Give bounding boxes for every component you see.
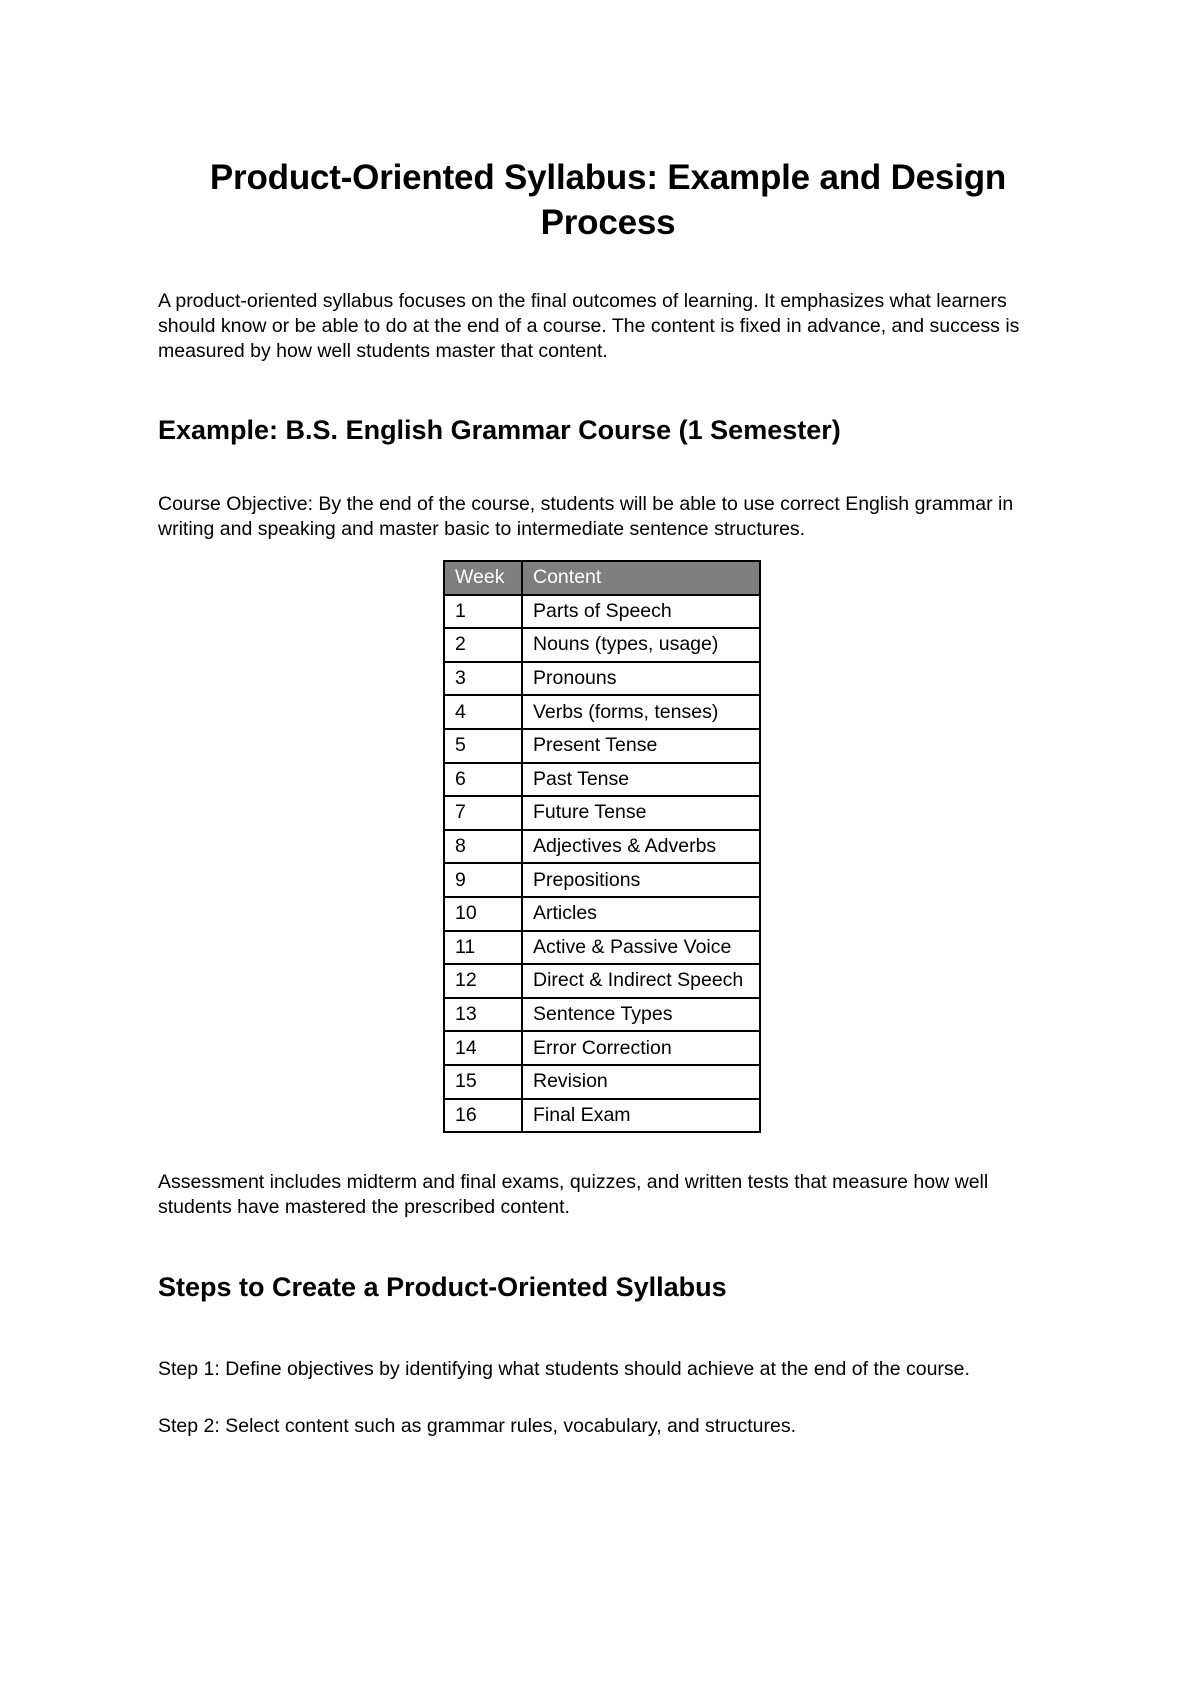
content-cell: Final Exam	[522, 1099, 760, 1133]
week-cell: 16	[444, 1099, 522, 1133]
table-header-row	[444, 561, 760, 595]
table-row	[444, 897, 760, 931]
header-content: Content	[522, 561, 760, 595]
week-cell: 15	[444, 1065, 522, 1099]
step-2: Step 2: Select content such as grammar rules, vocabulary, and structures.	[158, 1415, 797, 1438]
document-title: Product-Oriented Syllabus: Example and Design Process	[209, 158, 1007, 242]
table-row	[444, 729, 760, 763]
example-heading: Example: B.S. English Grammar Course (1 Semester)	[158, 415, 841, 445]
content-cell: Present Tense	[522, 729, 760, 763]
week-cell: 11	[444, 931, 522, 965]
week-cell: 2	[444, 628, 522, 662]
content-cell: Revision	[522, 1065, 760, 1099]
table-row	[444, 863, 760, 897]
content-cell: Verbs (forms, tenses)	[522, 695, 760, 729]
table-row	[444, 796, 760, 830]
table-row	[444, 662, 760, 696]
week-cell: 8	[444, 830, 522, 864]
header-week: Week	[444, 561, 522, 595]
steps-heading: Steps to Create a Product-Oriented Syllabus	[158, 1272, 727, 1303]
content-cell: Pronouns	[522, 662, 760, 696]
table-row	[444, 763, 760, 797]
week-cell: 14	[444, 1031, 522, 1065]
table-row	[444, 695, 760, 729]
week-cell: 6	[444, 763, 522, 797]
week-cell: 3	[444, 662, 522, 696]
week-cell: 9	[444, 863, 522, 897]
content-cell: Articles	[522, 897, 760, 931]
content-cell: Sentence Types	[522, 998, 760, 1032]
content-cell: Parts of Speech	[522, 595, 760, 629]
content-cell: Adjectives & Adverbs	[522, 830, 760, 864]
assessment-paragraph: Assessment includes midterm and final exams, quizzes, and written tests that measure how well students have mastered the prescribed content.	[158, 1171, 989, 1219]
content-cell: Active & Passive Voice	[522, 931, 760, 965]
syllabus-table	[443, 560, 761, 1133]
week-cell: 1	[444, 595, 522, 629]
content-cell: Past Tense	[522, 763, 760, 797]
table-row	[444, 964, 760, 998]
table-body	[444, 595, 760, 1133]
intro-paragraph: A product-oriented syllabus focuses on the final outcomes of learning. It emphasizes what learners should know or be able to do at the end of a course. The content is fixed in advance, and success is measured by how well students master that content.	[158, 290, 1020, 362]
step-1: Step 1: Define objectives by identifying what students should achieve at the end of the course.	[158, 1358, 970, 1381]
week-cell: 10	[444, 897, 522, 931]
content-cell: Error Correction	[522, 1031, 760, 1065]
table-row	[444, 1065, 760, 1099]
table-row	[444, 1031, 760, 1065]
week-cell: 5	[444, 729, 522, 763]
table-row	[444, 998, 760, 1032]
week-cell: 7	[444, 796, 522, 830]
content-cell: Direct & Indirect Speech	[522, 964, 760, 998]
content-cell: Nouns (types, usage)	[522, 628, 760, 662]
week-cell: 13	[444, 998, 522, 1032]
content-cell: Future Tense	[522, 796, 760, 830]
table-row	[444, 931, 760, 965]
table-row	[444, 595, 760, 629]
table-row	[444, 628, 760, 662]
content-cell: Prepositions	[522, 863, 760, 897]
course-objective: Course Objective: By the end of the course, students will be able to use correct English grammar in writing and speaking and master basic to intermediate sentence structures.	[158, 493, 1014, 540]
table-row	[444, 830, 760, 864]
week-cell: 4	[444, 695, 522, 729]
table-row	[444, 1099, 760, 1133]
document-page	[158, 155, 1058, 1439]
week-cell: 12	[444, 964, 522, 998]
